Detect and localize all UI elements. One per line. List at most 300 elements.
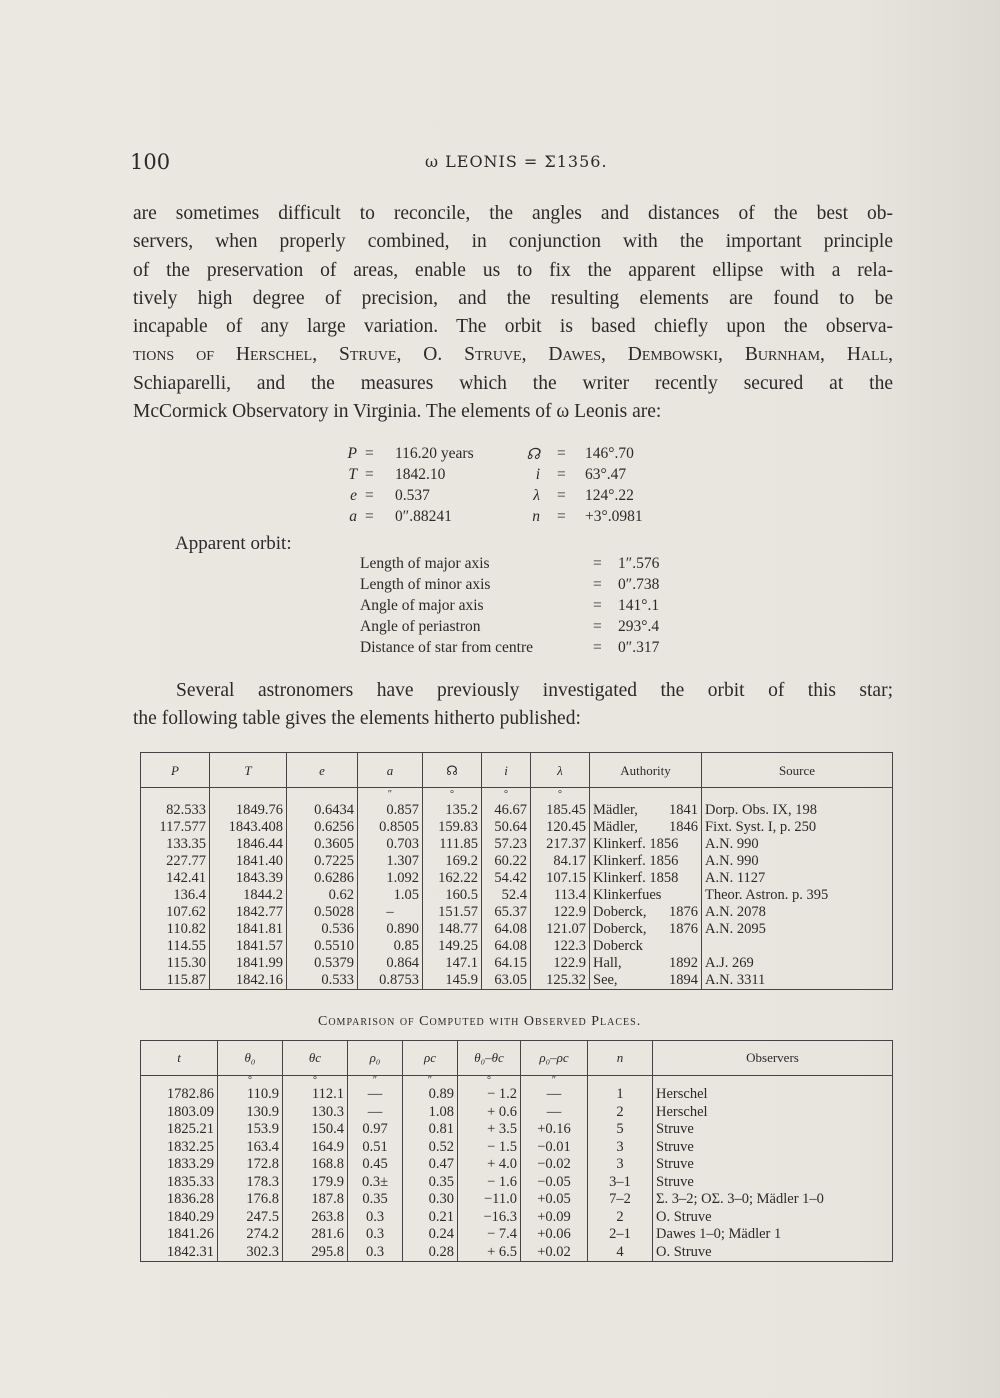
table-cell: 0.45 bbox=[348, 1156, 403, 1174]
table-cell: 46.67 bbox=[482, 802, 531, 819]
element-symbol: e bbox=[350, 487, 357, 504]
apparent-row bbox=[360, 618, 690, 639]
table-cell: 110.9 bbox=[218, 1086, 283, 1104]
column-header: P bbox=[141, 753, 210, 788]
table-cell: 295.8 bbox=[283, 1244, 348, 1262]
table-cell: 65.37 bbox=[482, 904, 531, 921]
table-cell: 1841.81 bbox=[210, 921, 287, 938]
equals-sign: = bbox=[365, 466, 374, 483]
equals-sign: = bbox=[557, 508, 566, 525]
authority-year: 1841 bbox=[669, 802, 698, 818]
authority-cell bbox=[590, 819, 702, 836]
table-cell: 1841.40 bbox=[210, 853, 287, 870]
table-cell: 1 bbox=[588, 1086, 653, 1104]
table-row bbox=[141, 921, 893, 938]
table-cell: 0.28 bbox=[403, 1244, 458, 1262]
unit-cell: ° bbox=[531, 788, 590, 803]
table-cell: 133.35 bbox=[141, 836, 210, 853]
authority-name: Klinkerf. 1856 bbox=[593, 836, 679, 852]
observers-cell: Herschel bbox=[653, 1086, 893, 1104]
table-cell: 135.2 bbox=[423, 802, 482, 819]
table-cell: 1836.28 bbox=[141, 1191, 218, 1209]
table-cell: 147.1 bbox=[423, 955, 482, 972]
table-cell: 111.85 bbox=[423, 836, 482, 853]
equals-sign: = bbox=[593, 576, 602, 593]
apparent-row bbox=[360, 576, 690, 597]
table-cell: − 7.4 bbox=[458, 1226, 521, 1244]
table-cell: 2 bbox=[588, 1209, 653, 1227]
table-cell: 2 bbox=[588, 1104, 653, 1122]
unit-cell: ″ bbox=[358, 788, 423, 803]
table-row bbox=[141, 1156, 893, 1174]
table-cell: 54.42 bbox=[482, 870, 531, 887]
table-cell: 1.05 bbox=[358, 887, 423, 904]
table-cell: — bbox=[348, 1086, 403, 1104]
table-caption: Comparison of Computed with Observed Places. bbox=[318, 1014, 642, 1029]
table-row bbox=[141, 1139, 893, 1157]
unit-cell: ″ bbox=[521, 1076, 588, 1087]
unit-cell bbox=[141, 788, 210, 803]
table-cell: 1782.86 bbox=[141, 1086, 218, 1104]
table-cell: 4 bbox=[588, 1244, 653, 1262]
text-line: incapable of any large variation. The orbit is based chiefly upon the observa- bbox=[133, 316, 893, 338]
table-cell: 1835.33 bbox=[141, 1174, 218, 1192]
authority-cell bbox=[590, 938, 702, 955]
observers-cell: O. Struve bbox=[653, 1244, 893, 1262]
unit-cell bbox=[141, 1076, 218, 1087]
text-line: Several astronomers have previously investigated the orbit of this star; bbox=[176, 680, 893, 701]
table-cell: 107.62 bbox=[141, 904, 210, 921]
table-cell: 52.4 bbox=[482, 887, 531, 904]
table-cell: 1.092 bbox=[358, 870, 423, 887]
history-paragraph bbox=[133, 677, 893, 733]
table-cell: 163.4 bbox=[218, 1139, 283, 1157]
text-line: Schiaparelli, and the measures which the writer recently secured at the bbox=[133, 372, 893, 394]
table-cell: 1840.29 bbox=[141, 1209, 218, 1227]
table-cell: +0.16 bbox=[521, 1121, 588, 1139]
authority-year: 1876 bbox=[669, 921, 698, 937]
observers-cell: Σ. 3–2; OΣ. 3–0; Mädler 1–0 bbox=[653, 1191, 893, 1209]
table-row bbox=[141, 972, 893, 990]
table-cell: 0.89 bbox=[403, 1086, 458, 1104]
table-cell: − 1.5 bbox=[458, 1139, 521, 1157]
table-cell: 130.3 bbox=[283, 1104, 348, 1122]
table-cell: 1842.16 bbox=[210, 972, 287, 990]
table-cell: −0.01 bbox=[521, 1139, 588, 1157]
element-symbol: a bbox=[349, 508, 357, 525]
authority-name: Klinkerf. 1858 bbox=[593, 870, 679, 886]
unit-cell bbox=[588, 1076, 653, 1087]
table-row bbox=[141, 1191, 893, 1209]
element-symbol: ☊ bbox=[526, 446, 540, 463]
equals-sign: = bbox=[593, 639, 602, 656]
table-row bbox=[141, 870, 893, 887]
table-cell: 2–1 bbox=[588, 1226, 653, 1244]
table-cell: +0.09 bbox=[521, 1209, 588, 1227]
authority-cell bbox=[590, 955, 702, 972]
element-symbol: i bbox=[535, 466, 540, 483]
authority-cell bbox=[590, 972, 702, 990]
table-cell: 176.8 bbox=[218, 1191, 283, 1209]
table-cell: 0.3605 bbox=[287, 836, 358, 853]
column-header: ☊ bbox=[423, 753, 482, 788]
table-cell: − 1.6 bbox=[458, 1174, 521, 1192]
table-cell: 112.1 bbox=[283, 1086, 348, 1104]
table-cell: 0.3 bbox=[348, 1209, 403, 1227]
table-cell: — bbox=[521, 1104, 588, 1122]
column-header: t bbox=[141, 1041, 218, 1076]
table-row bbox=[141, 1121, 893, 1139]
table-cell: 1841.26 bbox=[141, 1226, 218, 1244]
table-row bbox=[141, 853, 893, 870]
element-row bbox=[335, 445, 735, 466]
table-cell: 142.41 bbox=[141, 870, 210, 887]
source-cell: Theor. Astron. p. 395 bbox=[702, 887, 893, 904]
column-header: n bbox=[588, 1041, 653, 1076]
authority-year: 1846 bbox=[669, 819, 698, 835]
table-cell: 0.47 bbox=[403, 1156, 458, 1174]
table-cell: −0.05 bbox=[521, 1174, 588, 1192]
text-line: the following table gives the elements hitherto published: bbox=[133, 708, 581, 729]
apparent-value: 1″.576 bbox=[618, 555, 660, 572]
authority-name: Klinkerf. 1856 bbox=[593, 853, 679, 869]
unit-cell bbox=[210, 788, 287, 803]
table-body bbox=[141, 1076, 893, 1262]
source-cell: A.N. 1127 bbox=[702, 870, 893, 887]
element-value: +3°.0981 bbox=[585, 508, 643, 525]
apparent-value: 293°.4 bbox=[618, 618, 660, 635]
table-cell: 172.8 bbox=[218, 1156, 283, 1174]
table-cell: 82.533 bbox=[141, 802, 210, 819]
table-row bbox=[141, 1086, 893, 1104]
column-header: ρ₀ bbox=[348, 1041, 403, 1076]
authority-name: See, bbox=[593, 972, 618, 988]
authority-name: Doberck bbox=[593, 938, 643, 954]
unit-cell: ° bbox=[458, 1076, 521, 1087]
table-cell: 149.25 bbox=[423, 938, 482, 955]
table-cell: 1844.2 bbox=[210, 887, 287, 904]
table-cell: 115.30 bbox=[141, 955, 210, 972]
table-cell: 1843.39 bbox=[210, 870, 287, 887]
authority-name: Doberck, bbox=[593, 921, 647, 937]
table-cell: 117.577 bbox=[141, 819, 210, 836]
table-cell: 217.37 bbox=[531, 836, 590, 853]
apparent-value: 0″.738 bbox=[618, 576, 660, 593]
table-cell: 64.08 bbox=[482, 921, 531, 938]
apparent-row bbox=[360, 555, 690, 576]
apparent-label: Angle of major axis bbox=[360, 597, 484, 614]
units-row bbox=[141, 1076, 893, 1087]
observers-cell: Dawes 1–0; Mädler 1 bbox=[653, 1226, 893, 1244]
unit-cell: ° bbox=[283, 1076, 348, 1087]
table-cell: 0.24 bbox=[403, 1226, 458, 1244]
table-cell: 122.9 bbox=[531, 955, 590, 972]
element-value: 63°.47 bbox=[585, 466, 627, 483]
table-cell: 150.4 bbox=[283, 1121, 348, 1139]
table-cell: 113.4 bbox=[531, 887, 590, 904]
table-cell: 1842.31 bbox=[141, 1244, 218, 1262]
table-cell: + 4.0 bbox=[458, 1156, 521, 1174]
table-cell: 0.536 bbox=[287, 921, 358, 938]
apparent-label: Angle of periastron bbox=[360, 618, 481, 635]
table-cell: 187.8 bbox=[283, 1191, 348, 1209]
element-value: 124°.22 bbox=[585, 487, 634, 504]
table-cell: 302.3 bbox=[218, 1244, 283, 1262]
column-header: i bbox=[482, 753, 531, 788]
comparison-table bbox=[140, 1040, 893, 1262]
equals-sign: = bbox=[365, 508, 374, 525]
table-cell: 114.55 bbox=[141, 938, 210, 955]
table-cell: 130.9 bbox=[218, 1104, 283, 1122]
unit-cell bbox=[653, 1076, 893, 1087]
equals-sign: = bbox=[593, 555, 602, 572]
unit-cell: ″ bbox=[348, 1076, 403, 1087]
table-row bbox=[141, 819, 893, 836]
column-header: e bbox=[287, 753, 358, 788]
table-row bbox=[141, 904, 893, 921]
authority-name: Mädler, bbox=[593, 802, 638, 818]
table-cell: – bbox=[358, 904, 423, 921]
table-cell: 136.4 bbox=[141, 887, 210, 904]
table-cell: 145.9 bbox=[423, 972, 482, 990]
table-cell: 227.77 bbox=[141, 853, 210, 870]
units-row bbox=[141, 788, 893, 803]
table-cell: 1.08 bbox=[403, 1104, 458, 1122]
table-cell: 1841.57 bbox=[210, 938, 287, 955]
authority-year: 1876 bbox=[669, 904, 698, 920]
table-cell: 1833.29 bbox=[141, 1156, 218, 1174]
table-cell: +0.05 bbox=[521, 1191, 588, 1209]
table-cell: +0.06 bbox=[521, 1226, 588, 1244]
element-value: 0″.88241 bbox=[395, 508, 452, 525]
table-cell: + 3.5 bbox=[458, 1121, 521, 1139]
table-cell: 281.6 bbox=[283, 1226, 348, 1244]
table-cell: 162.22 bbox=[423, 870, 482, 887]
text-line: McCormick Observatory in Virginia. The elements of ω Leonis are: bbox=[133, 401, 662, 423]
table-row bbox=[141, 1174, 893, 1192]
table-cell: 1842.77 bbox=[210, 904, 287, 921]
element-row bbox=[335, 508, 735, 529]
observers-cell: Herschel bbox=[653, 1104, 893, 1122]
text-line: tively high degree of precision, and the resulting elements are found to be bbox=[133, 287, 893, 309]
table-cell: 0.30 bbox=[403, 1191, 458, 1209]
apparent-label: Distance of star from centre bbox=[360, 639, 534, 656]
apparent-orbit-values bbox=[360, 555, 690, 660]
table-cell: 168.8 bbox=[283, 1156, 348, 1174]
table-cell: 5 bbox=[588, 1121, 653, 1139]
apparent-label: Length of major axis bbox=[360, 555, 490, 572]
unit-cell bbox=[287, 788, 358, 803]
table-cell: 179.9 bbox=[283, 1174, 348, 1192]
unit-cell bbox=[590, 788, 702, 803]
observers-cell: Struve bbox=[653, 1174, 893, 1192]
table-cell: 125.32 bbox=[531, 972, 590, 990]
table-cell: 7–2 bbox=[588, 1191, 653, 1209]
authority-year: 1892 bbox=[669, 955, 698, 971]
table-cell: 263.8 bbox=[283, 1209, 348, 1227]
table-cell: 0.51 bbox=[348, 1139, 403, 1157]
page-header bbox=[130, 150, 890, 180]
column-header: Observers bbox=[653, 1041, 893, 1076]
table-cell: 121.07 bbox=[531, 921, 590, 938]
table-cell: 169.2 bbox=[423, 853, 482, 870]
table-row bbox=[141, 1209, 893, 1227]
equals-sign: = bbox=[557, 487, 566, 504]
column-header: T bbox=[210, 753, 287, 788]
table-cell: 0.5510 bbox=[287, 938, 358, 955]
table-cell: 0.97 bbox=[348, 1121, 403, 1139]
equals-sign: = bbox=[593, 597, 602, 614]
table-cell: 1832.25 bbox=[141, 1139, 218, 1157]
table-cell: 160.5 bbox=[423, 887, 482, 904]
text-line: of the preservation of areas, enable us to fix the apparent ellipse with a rela- bbox=[133, 259, 893, 281]
source-cell: A.N. 2078 bbox=[702, 904, 893, 921]
source-cell: Fixt. Syst. I, p. 250 bbox=[702, 819, 893, 836]
table-cell: 159.83 bbox=[423, 819, 482, 836]
table-cell: 1825.21 bbox=[141, 1121, 218, 1139]
table-row bbox=[141, 955, 893, 972]
table-cell: 0.8505 bbox=[358, 819, 423, 836]
column-header: a bbox=[358, 753, 423, 788]
table-cell: 0.6256 bbox=[287, 819, 358, 836]
table-cell: 0.62 bbox=[287, 887, 358, 904]
table-cell: 1803.09 bbox=[141, 1104, 218, 1122]
authority-cell bbox=[590, 836, 702, 853]
table-cell: 151.57 bbox=[423, 904, 482, 921]
table-cell: 1849.76 bbox=[210, 802, 287, 819]
table-cell: 0.52 bbox=[403, 1139, 458, 1157]
table-cell: 153.9 bbox=[218, 1121, 283, 1139]
source-cell: A.N. 2095 bbox=[702, 921, 893, 938]
table-cell: 0.857 bbox=[358, 802, 423, 819]
table-cell: 57.23 bbox=[482, 836, 531, 853]
apparent-label: Length of minor axis bbox=[360, 576, 491, 593]
apparent-orbit-label: Apparent orbit: bbox=[175, 533, 292, 554]
table-cell: 1843.408 bbox=[210, 819, 287, 836]
equals-sign: = bbox=[593, 618, 602, 635]
table-cell: 0.35 bbox=[348, 1191, 403, 1209]
published-elements-table bbox=[140, 752, 893, 990]
observers-cell: Struve bbox=[653, 1156, 893, 1174]
table-body bbox=[141, 788, 893, 990]
source-cell: A.J. 269 bbox=[702, 955, 893, 972]
source-cell: A.N. 990 bbox=[702, 836, 893, 853]
table-row bbox=[141, 1226, 893, 1244]
table-cell: 0.6434 bbox=[287, 802, 358, 819]
table-cell: 0.21 bbox=[403, 1209, 458, 1227]
table-cell: −16.3 bbox=[458, 1209, 521, 1227]
authority-year: 1894 bbox=[669, 972, 698, 988]
element-symbol: λ bbox=[533, 487, 540, 504]
unit-cell: ° bbox=[482, 788, 531, 803]
equals-sign: = bbox=[365, 445, 374, 462]
unit-cell: ° bbox=[423, 788, 482, 803]
authority-name: Hall, bbox=[593, 955, 622, 971]
observers-cell: Struve bbox=[653, 1121, 893, 1139]
element-value: 0.537 bbox=[395, 487, 430, 504]
table-cell: 0.81 bbox=[403, 1121, 458, 1139]
element-value: 1842.10 bbox=[395, 466, 446, 483]
text-line: are sometimes difficult to reconcile, the angles and distances of the best ob- bbox=[133, 203, 893, 224]
table-row bbox=[141, 1244, 893, 1262]
table-cell: − 1.2 bbox=[458, 1086, 521, 1104]
column-header: Authority bbox=[590, 753, 702, 788]
authority-cell bbox=[590, 904, 702, 921]
table-cell: — bbox=[521, 1086, 588, 1104]
column-header: Source bbox=[702, 753, 893, 788]
table-cell: 50.64 bbox=[482, 819, 531, 836]
table-cell: 110.82 bbox=[141, 921, 210, 938]
column-header: θ₀ bbox=[218, 1041, 283, 1076]
table-cell: 247.5 bbox=[218, 1209, 283, 1227]
table-cell: 122.3 bbox=[531, 938, 590, 955]
table-cell: −0.02 bbox=[521, 1156, 588, 1174]
table-cell: 1.307 bbox=[358, 853, 423, 870]
table-cell: 0.890 bbox=[358, 921, 423, 938]
table-cell: 1846.44 bbox=[210, 836, 287, 853]
table-cell: 120.45 bbox=[531, 819, 590, 836]
table-cell: 1841.99 bbox=[210, 955, 287, 972]
table-cell: 185.45 bbox=[531, 802, 590, 819]
table-cell: 0.3 bbox=[348, 1244, 403, 1262]
table-cell: 0.5379 bbox=[287, 955, 358, 972]
unit-cell: ″ bbox=[403, 1076, 458, 1087]
element-symbol: n bbox=[532, 508, 540, 525]
table-cell: 3–1 bbox=[588, 1174, 653, 1192]
table-cell: 64.15 bbox=[482, 955, 531, 972]
column-header: ρ₀–ρc bbox=[521, 1041, 588, 1076]
apparent-value: 141°.1 bbox=[618, 597, 660, 614]
table-cell: 0.864 bbox=[358, 955, 423, 972]
element-symbol: P bbox=[347, 445, 357, 462]
text-line: servers, when properly combined, in conjunction with the important principle bbox=[133, 231, 893, 253]
source-cell: A.N. 3311 bbox=[702, 972, 893, 990]
table-cell: 3 bbox=[588, 1139, 653, 1157]
table-cell: 3 bbox=[588, 1156, 653, 1174]
table-cell: 122.9 bbox=[531, 904, 590, 921]
table-cell: 0.35 bbox=[403, 1174, 458, 1192]
table-header-row bbox=[141, 1041, 893, 1076]
authority-cell bbox=[590, 870, 702, 887]
table-row bbox=[141, 836, 893, 853]
equals-sign: = bbox=[557, 466, 566, 483]
table-cell: 60.22 bbox=[482, 853, 531, 870]
table-row bbox=[141, 1104, 893, 1122]
table-cell: 0.85 bbox=[358, 938, 423, 955]
element-row bbox=[335, 466, 735, 487]
observers-cell: Struve bbox=[653, 1139, 893, 1157]
running-title: ω LEONIS = Σ1356. bbox=[425, 152, 608, 171]
unit-cell bbox=[702, 788, 893, 803]
orbit-paragraph bbox=[133, 200, 893, 426]
table-cell: 0.703 bbox=[358, 836, 423, 853]
table-cell: 0.5028 bbox=[287, 904, 358, 921]
observers-cell: O. Struve bbox=[653, 1209, 893, 1227]
element-value: 146°.70 bbox=[585, 445, 634, 462]
equals-sign: = bbox=[365, 487, 374, 504]
column-header: ρc bbox=[403, 1041, 458, 1076]
table-cell: 64.08 bbox=[482, 938, 531, 955]
table-row bbox=[141, 802, 893, 819]
element-symbol: T bbox=[348, 466, 357, 483]
column-header: θ₀–θc bbox=[458, 1041, 521, 1076]
source-cell bbox=[702, 938, 893, 955]
authority-cell bbox=[590, 887, 702, 904]
table-cell: 107.15 bbox=[531, 870, 590, 887]
apparent-row bbox=[360, 639, 690, 660]
orbital-elements bbox=[335, 445, 735, 529]
table-cell: + 0.6 bbox=[458, 1104, 521, 1122]
